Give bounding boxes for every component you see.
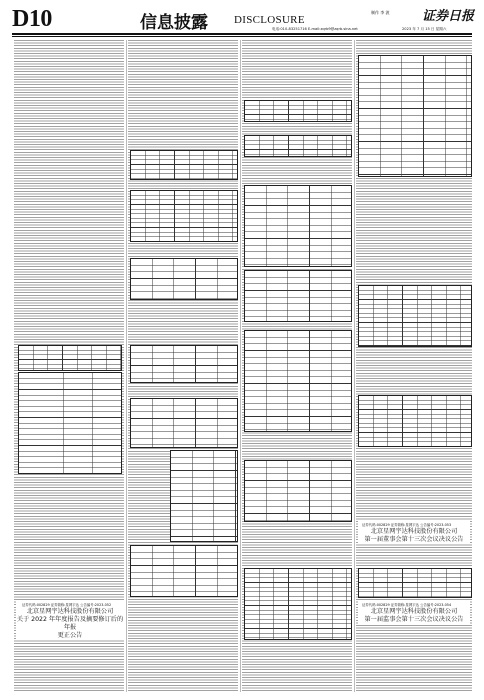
data-table bbox=[244, 135, 352, 157]
data-table bbox=[244, 460, 352, 522]
data-table bbox=[244, 330, 352, 432]
title-line: 第一届监事会第十三次会议决议公告 bbox=[364, 616, 464, 623]
section-title-en: DISCLOSURE bbox=[234, 14, 305, 26]
data-table bbox=[358, 568, 472, 598]
company-name: 北京星网宇达科技股份有限公司 bbox=[26, 608, 114, 615]
masthead-logo: 证券日报 bbox=[422, 9, 475, 24]
data-table bbox=[130, 398, 238, 448]
company-name: 北京星网宇达科技股份有限公司 bbox=[370, 608, 458, 615]
title-line: 第一届董事会第十三次会议决议公告 bbox=[364, 536, 464, 543]
data-table bbox=[130, 190, 238, 242]
date-line: 2023 年 7 月 15 日 星期六 bbox=[402, 27, 447, 31]
data-table bbox=[244, 185, 352, 267]
header-rule bbox=[12, 33, 472, 35]
contact-line: 电话:010-83251716 E-mail:zqrb9@zqrb.sina.net bbox=[272, 27, 358, 31]
column-divider bbox=[126, 40, 127, 692]
announcement-code: 证券代码:002829 证券简称:星网宇达 公告编号:2023-052 bbox=[22, 603, 112, 607]
data-table bbox=[130, 545, 238, 597]
data-table bbox=[358, 395, 472, 447]
data-table bbox=[130, 345, 238, 383]
company-name: 北京星网宇达科技股份有限公司 bbox=[370, 528, 458, 535]
column-divider bbox=[240, 40, 241, 692]
column-divider bbox=[354, 40, 355, 692]
title-line: 关于 2022 年年度报告及摘要修订后的年报 bbox=[16, 616, 124, 631]
page-number: D10 bbox=[12, 6, 52, 32]
data-table bbox=[130, 258, 238, 300]
announcement-title bbox=[358, 608, 470, 624]
data-table bbox=[18, 345, 122, 371]
title-line: 更正公告 bbox=[57, 632, 83, 639]
editor-line: 制作 李 波 bbox=[371, 10, 390, 15]
section-title: 信息披露 bbox=[140, 13, 208, 33]
announcement-code: 证券代码:002829 证券简称:星网宇达 公告编号:2023-054 bbox=[362, 603, 452, 607]
announcement-title bbox=[16, 608, 124, 640]
announcement-title bbox=[358, 528, 470, 544]
announcement-code: 证券代码:002829 证券简称:星网宇达 公告编号:2023-053 bbox=[362, 523, 452, 527]
data-table bbox=[18, 372, 122, 474]
data-table bbox=[130, 150, 238, 180]
data-table bbox=[244, 568, 352, 640]
data-table bbox=[358, 285, 472, 347]
data-table bbox=[358, 55, 472, 177]
data-table bbox=[170, 450, 238, 542]
data-table bbox=[244, 270, 352, 322]
data-table bbox=[244, 100, 352, 122]
header-rule-thin bbox=[12, 36, 472, 37]
